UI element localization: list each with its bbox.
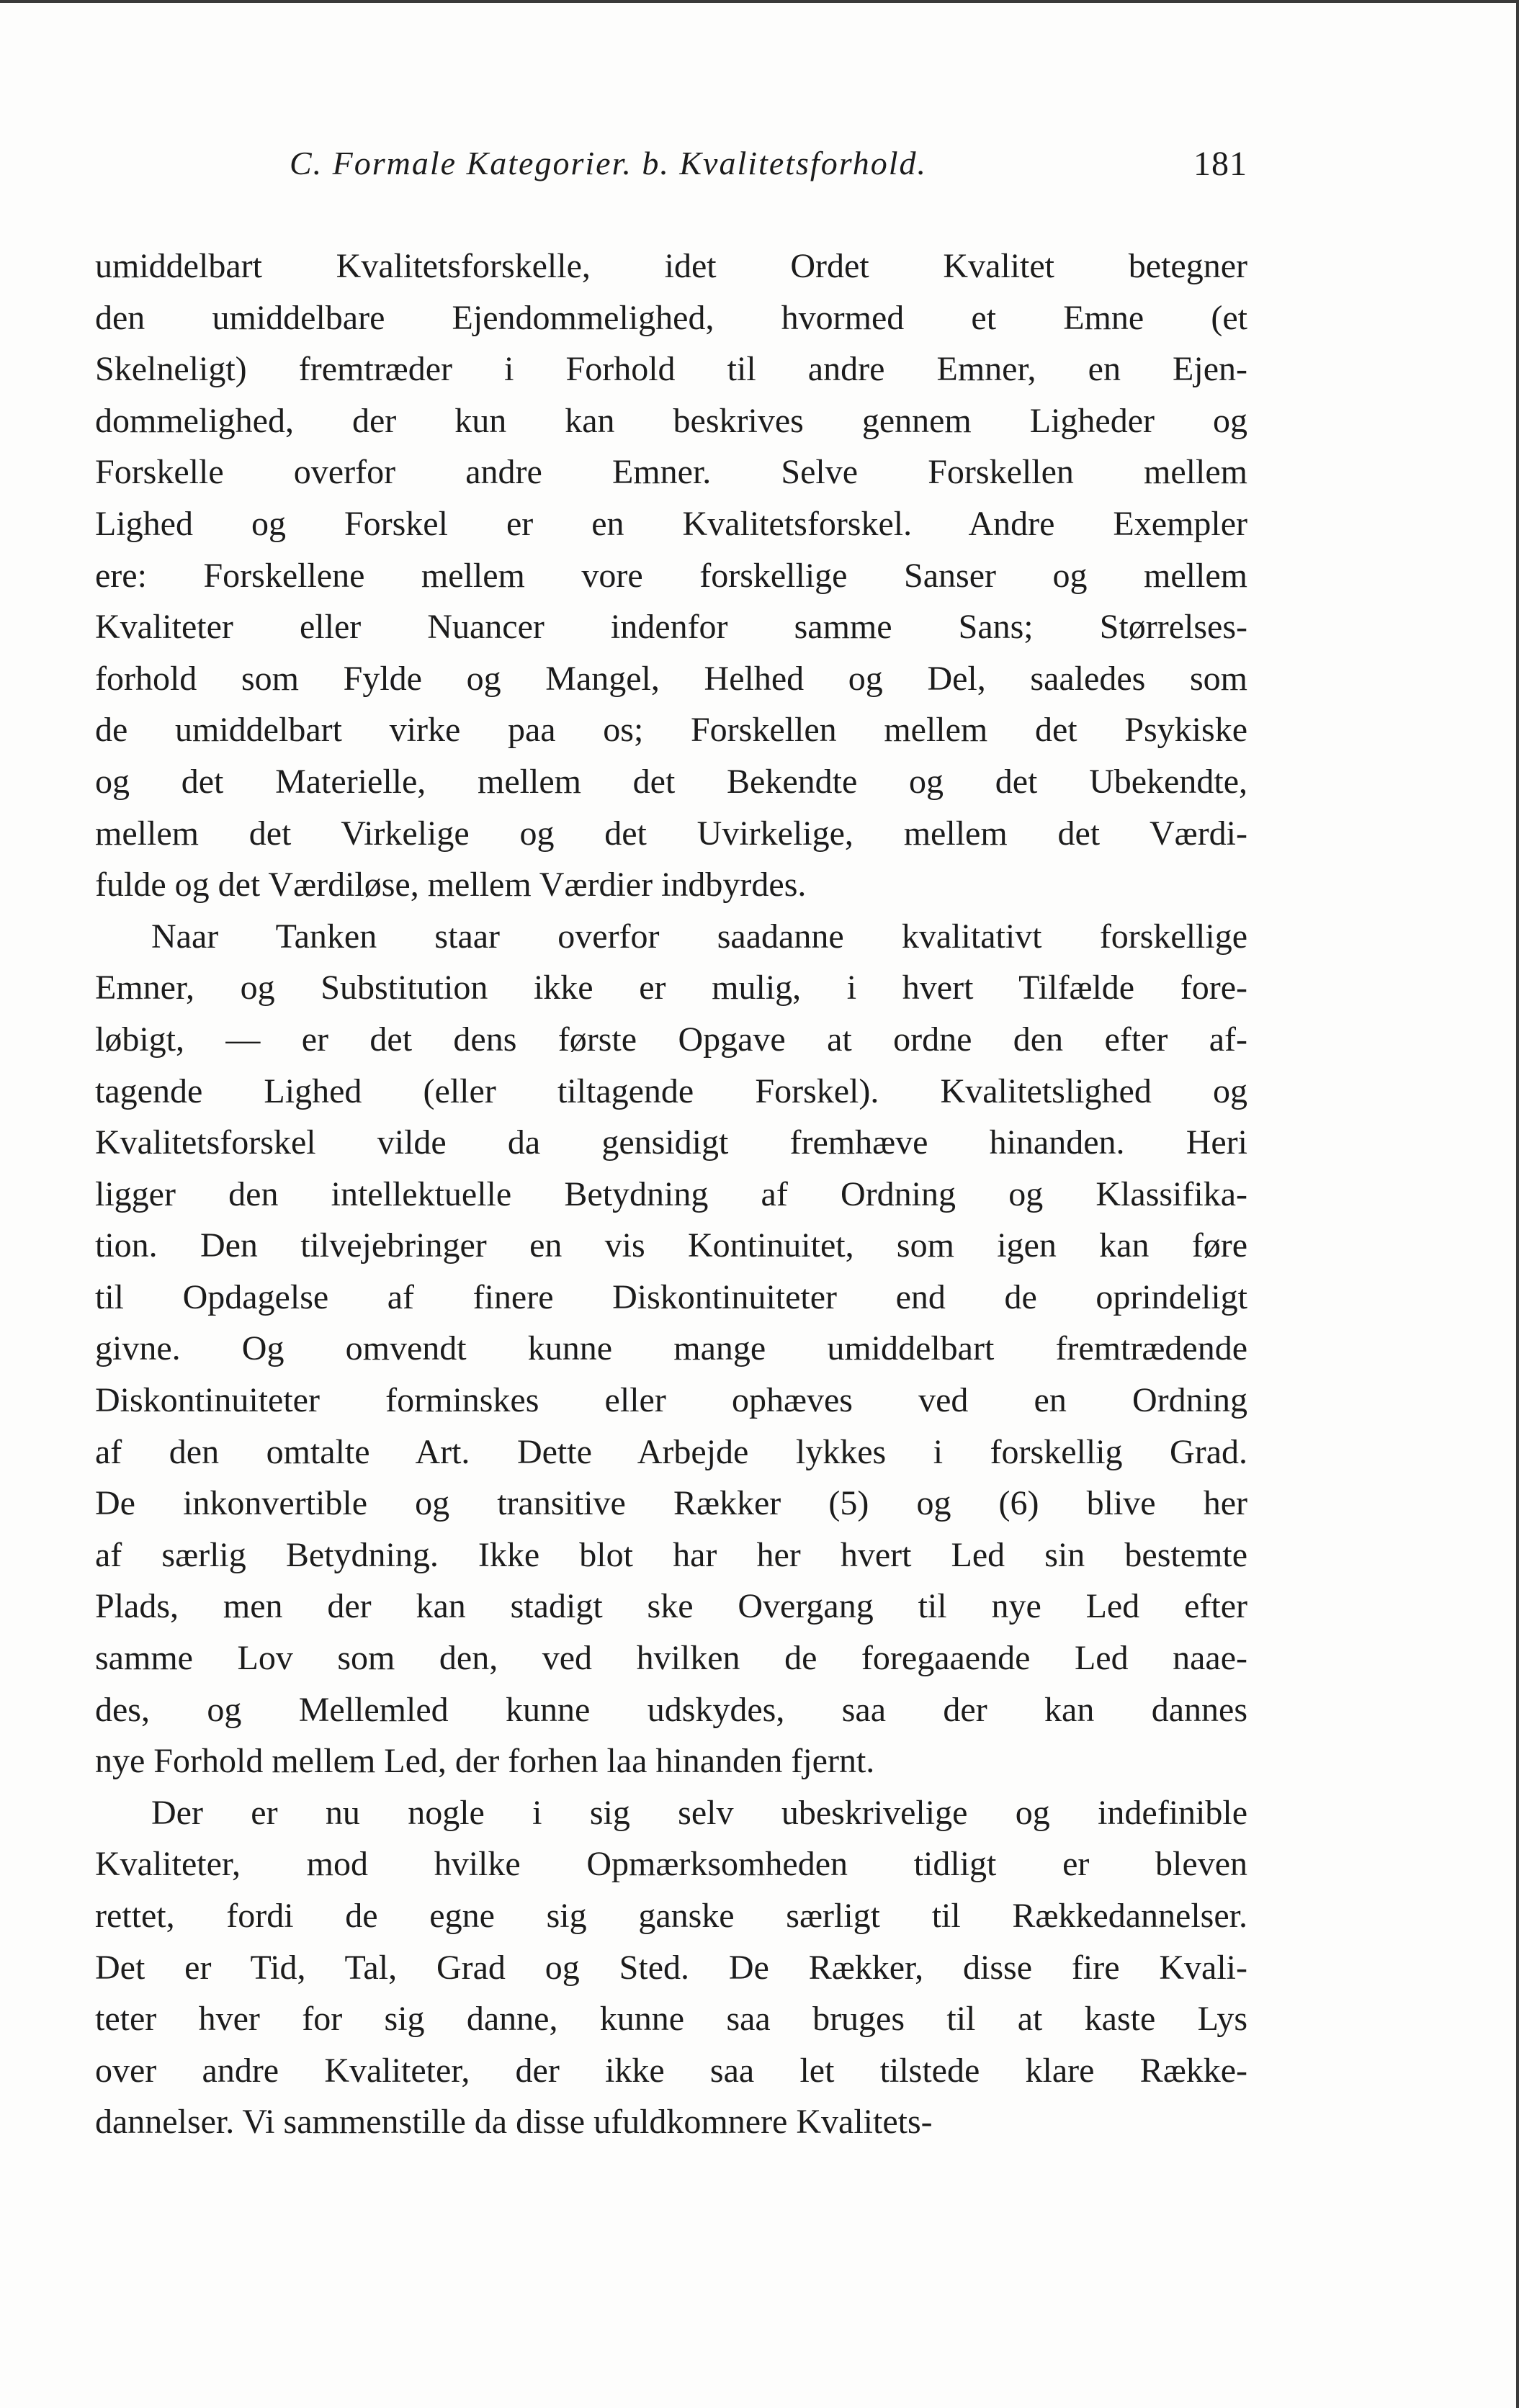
text-line: til Opdagelse af finere Diskontinuiteter end de oprindeligt <box>95 1277 1247 1316</box>
text-line: givne. Og omvendt kunne mange umiddelbart fremtrædende <box>95 1329 1247 1368</box>
text-line: teter hver for sig danne, kunne saa bruges til at kaste Lys <box>95 2000 1247 2039</box>
page-header <box>95 144 1247 187</box>
scan-edge-top <box>0 0 1519 3</box>
text-line: Skelneligt) fremtræder i Forhold til andre Emner, en Ejen- <box>95 350 1247 389</box>
text-line: Kvaliteter eller Nuancer indenfor samme Sans; Størrelses- <box>95 608 1247 647</box>
running-head: C. Formale Kategorier. b. Kvalitetsforhold. <box>290 145 928 181</box>
paragraph <box>95 241 1247 911</box>
text-line: Der er nu nogle i sig selv ubeskrivelige og indefinible <box>151 1793 1247 1832</box>
scan-edge-right <box>1516 0 1519 2408</box>
text-line: den umiddelbare Ejendommelighed, hvormed et Emne (et <box>95 298 1247 337</box>
text-line: Kvalitetsforskel vilde da gensidigt fremhæve hinanden. Heri <box>95 1123 1247 1162</box>
text-line: Lighed og Forskel er en Kvalitetsforskel. Andre Exempler <box>95 504 1247 543</box>
text-line: des, og Mellemled kunne udskydes, saa der kan dannes <box>95 1690 1247 1729</box>
text-line: mellem det Virkelige og det Uvirkelige, mellem det Værdi- <box>95 814 1247 853</box>
text-line: Det er Tid, Tal, Grad og Sted. De Rækker, disse fire Kvali- <box>95 1948 1247 1987</box>
paragraph <box>95 911 1247 1787</box>
text-line: og det Materielle, mellem det Bekendte og det Ubekendte, <box>95 762 1247 801</box>
text-line: tion. Den tilvejebringer en vis Kontinuitet, som igen kan føre <box>95 1226 1247 1265</box>
text-line: ere: Forskellene mellem vore forskellige Sanser og mellem <box>95 556 1247 595</box>
text-line: forhold som Fylde og Mangel, Helhed og Del, saaledes som <box>95 659 1247 698</box>
text-line: rettet, fordi de egne sig ganske særligt til Rækkedannelser. <box>95 1897 1247 1935</box>
text-line: Kvaliteter, mod hvilke Opmærksomheden tidligt er bleven <box>95 1845 1247 1884</box>
text-line: De inkonvertible og transitive Rækker (5) og (6) blive her <box>95 1484 1247 1523</box>
text-line: samme Lov som den, ved hvilken de foregaaende Led naae- <box>95 1639 1247 1678</box>
text-line: fulde og det Værdiløse, mellem Værdier indbyrdes. <box>95 866 807 904</box>
text-line: dannelser. Vi sammenstille da disse ufuldkomnere Kvalitets- <box>95 2103 933 2142</box>
text-line: Forskelle overfor andre Emner. Selve Forskellen mellem <box>95 453 1247 492</box>
text-line: Emner, og Substitution ikke er mulig, i hvert Tilfælde fore- <box>95 969 1247 1007</box>
text-line: løbigt, — er det dens første Opgave at ordne den efter af- <box>95 1020 1247 1059</box>
text-line: tagende Lighed (eller tiltagende Forskel). Kvalitetslighed og <box>95 1072 1247 1110</box>
text-line: dommelighed, der kun kan beskrives gennem Ligheder og <box>95 401 1247 440</box>
text-line: over andre Kvaliteter, der ikke saa let tilstede klare Række- <box>95 2051 1247 2090</box>
text-line: Naar Tanken staar overfor saadanne kvalitativt forskellige <box>151 917 1247 956</box>
text-line: Plads, men der kan stadigt ske Overgang til nye Led efter <box>95 1587 1247 1626</box>
text-line: nye Forhold mellem Led, der forhen laa hinanden fjernt. <box>95 1742 875 1781</box>
text-line: af særlig Betydning. Ikke blot har her hvert Led sin bestemte <box>95 1535 1247 1574</box>
text-line: umiddelbart Kvalitetsforskelle, idet Ordet Kvalitet betegner <box>95 247 1247 285</box>
text-line: ligger den intellektuelle Betydning af Ordning og Klassifika- <box>95 1174 1247 1213</box>
body-text <box>95 241 1247 2142</box>
text-line: af den omtalte Art. Dette Arbejde lykkes i forskellig Grad. <box>95 1432 1247 1471</box>
page-number: 181 <box>1193 145 1247 183</box>
text-line: de umiddelbart virke paa os; Forskellen mellem det Psykiske <box>95 711 1247 750</box>
text-line: Diskontinuiteter forminskes eller ophæves ved en Ordning <box>95 1381 1247 1420</box>
paragraph <box>95 1787 1247 2148</box>
